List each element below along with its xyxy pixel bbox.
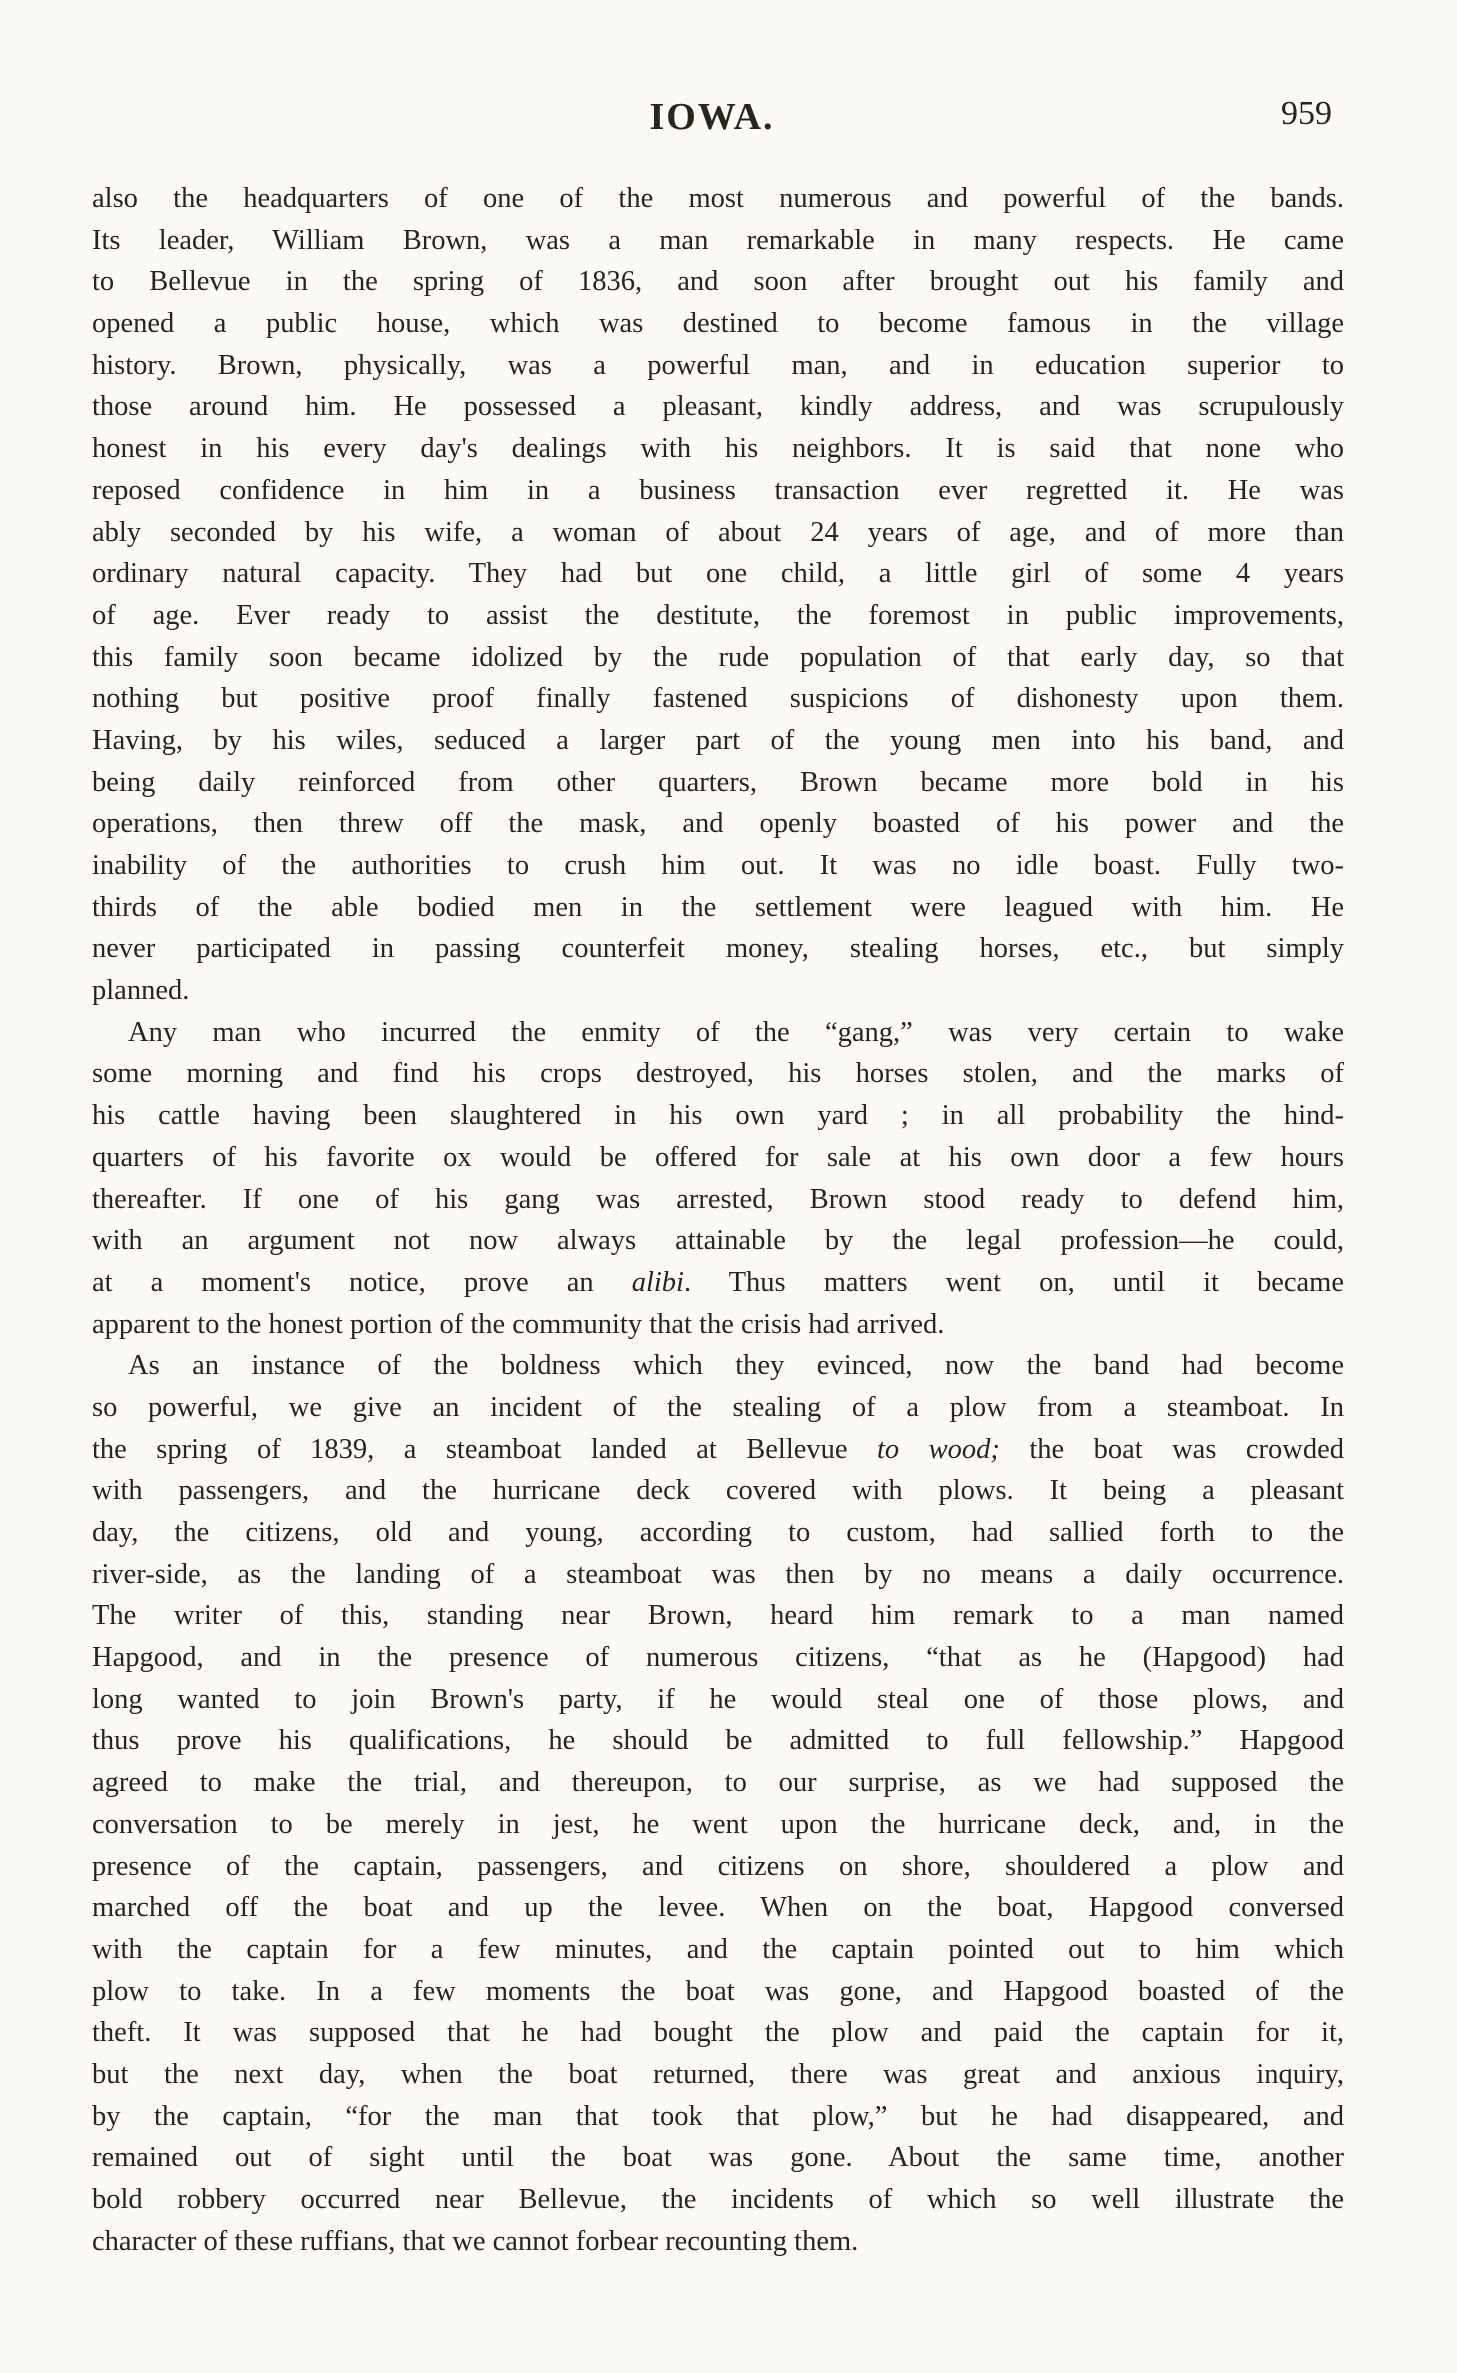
- text-line: Any man who incurred the enmity of the “gang,” was very certain to wake: [128, 1016, 1344, 1048]
- text-line: of age. Ever ready to assist the destitute, the foremost in public improvements,: [92, 599, 1344, 631]
- text-line: plow to take. In a few moments the boat was gone, and Hapgood boasted of the: [92, 1975, 1344, 2007]
- text-line: some morning and find his crops destroyed, his horses stolen, and the marks of: [92, 1058, 1344, 1090]
- text-line: marched off the boat and up the levee. When on the boat, Hapgood conversed: [92, 1892, 1344, 1924]
- text-line: with passengers, and the hurricane deck covered with plows. It being a pleasant: [92, 1475, 1344, 1507]
- page-number: 959: [1281, 95, 1332, 132]
- text-line: those around him. He possessed a pleasant, kindly address, and was scrupulously: [92, 391, 1344, 423]
- text-line: but the next day, when the boat returned, there was great and anxious inquiry,: [92, 2058, 1344, 2090]
- text-line: Having, by his wiles, seduced a larger part of the young men into his band, and: [92, 724, 1344, 756]
- text-line: apparent to the honest portion of the community that the crisis had arrived.: [92, 1308, 945, 1340]
- text-line: honest in his every day's dealings with his neighbors. It is said that none who: [92, 433, 1344, 465]
- text-line: thereafter. If one of his gang was arrested, Brown stood ready to defend him,: [92, 1183, 1344, 1215]
- text-line: with an argument not now always attainable by the legal profession—he could,: [92, 1225, 1344, 1257]
- running-title: IOWA.: [649, 96, 775, 138]
- text-line: with the captain for a few minutes, and the captain pointed out to him which: [92, 1933, 1344, 1965]
- text-line: the spring of 1839, a steamboat landed at Bellevue to wood; the boat was crowded: [92, 1433, 1344, 1465]
- text-line: his cattle having been slaughtered in his own yard ; in all probability the hind-: [92, 1100, 1344, 1132]
- text-line: day, the citizens, old and young, according to custom, had sallied forth to the: [92, 1517, 1344, 1548]
- text-line: river-side, as the landing of a steamboat was then by no means a daily occurrence.: [92, 1558, 1344, 1590]
- text-line: being daily reinforced from other quarters, Brown became more bold in his: [92, 766, 1344, 798]
- text-line: opened a public house, which was destined to become famous in the village: [92, 308, 1344, 340]
- text-line: never participated in passing counterfeit money, stealing horses, etc., but simply: [92, 933, 1344, 965]
- text-line: The writer of this, standing near Brown, heard him remark to a man named: [92, 1600, 1344, 1632]
- text-line: quarters of his favorite ox would be offered for sale at his own door a few hours: [92, 1141, 1344, 1173]
- text-line: As an instance of the boldness which they evinced, now the band had become: [128, 1350, 1344, 1382]
- text-line: Hapgood, and in the presence of numerous citizens, “that as he (Hapgood) had: [92, 1642, 1344, 1674]
- text-line: theft. It was supposed that he had bought the plow and paid the captain for it,: [92, 2017, 1344, 2049]
- text-line: nothing but positive proof finally fastened suspicions of dishonesty upon them.: [92, 683, 1344, 715]
- text-line: ordinary natural capacity. They had but one child, a little girl of some 4 years: [92, 558, 1344, 590]
- text-line: by the captain, “for the man that took that plow,” but he had disappeared, and: [92, 2100, 1344, 2132]
- text-line: bold robbery occurred near Bellevue, the incidents of which so well illustrate the: [92, 2184, 1344, 2215]
- text-line: thus prove his qualifications, he should be admitted to full fellowship.” Hapgood: [92, 1725, 1344, 1757]
- text-line: so powerful, we give an incident of the stealing of a plow from a steamboat. In: [92, 1391, 1344, 1423]
- text-line: presence of the captain, passengers, and citizens on shore, shouldered a plow and: [92, 1850, 1344, 1882]
- running-head: [92, 95, 1332, 145]
- text-line: Its leader, William Brown, was a man remarkable in many respects. He came: [92, 224, 1344, 256]
- text-line: conversation to be merely in jest, he went upon the hurricane deck, and, in the: [92, 1808, 1344, 1840]
- text-line: history. Brown, physically, was a powerful man, and in education superior to: [92, 349, 1344, 381]
- text-line: thirds of the able bodied men in the settlement were leagued with him. He: [92, 891, 1344, 923]
- text-line: character of these ruffians, that we cannot forbear recounting them.: [92, 2225, 859, 2257]
- text-line: remained out of sight until the boat was gone. About the same time, another: [92, 2142, 1344, 2174]
- text-line: long wanted to join Brown's party, if he would steal one of those plows, and: [92, 1683, 1344, 1715]
- text-line: inability of the authorities to crush him out. It was no idle boast. Fully two-: [92, 850, 1344, 881]
- text-line: this family soon became idolized by the rude population of that early day, so that: [92, 641, 1344, 673]
- text-line: agreed to make the trial, and thereupon, to our surprise, as we had supposed the: [92, 1767, 1344, 1799]
- body-text: [92, 178, 1344, 2262]
- text-line: at a moment's notice, prove an alibi. Thus matters went on, until it became: [92, 1266, 1344, 1298]
- text-line: also the headquarters of one of the most numerous and powerful of the bands.: [92, 183, 1344, 214]
- text-line: to Bellevue in the spring of 1836, and soon after brought out his family and: [92, 266, 1344, 298]
- text-line: operations, then threw off the mask, and openly boasted of his power and the: [92, 808, 1344, 840]
- text-line: reposed confidence in him in a business transaction ever regretted it. He was: [92, 474, 1344, 506]
- text-line: planned.: [92, 975, 190, 1007]
- text-line: ably seconded by his wife, a woman of about 24 years of age, and of more than: [92, 516, 1344, 548]
